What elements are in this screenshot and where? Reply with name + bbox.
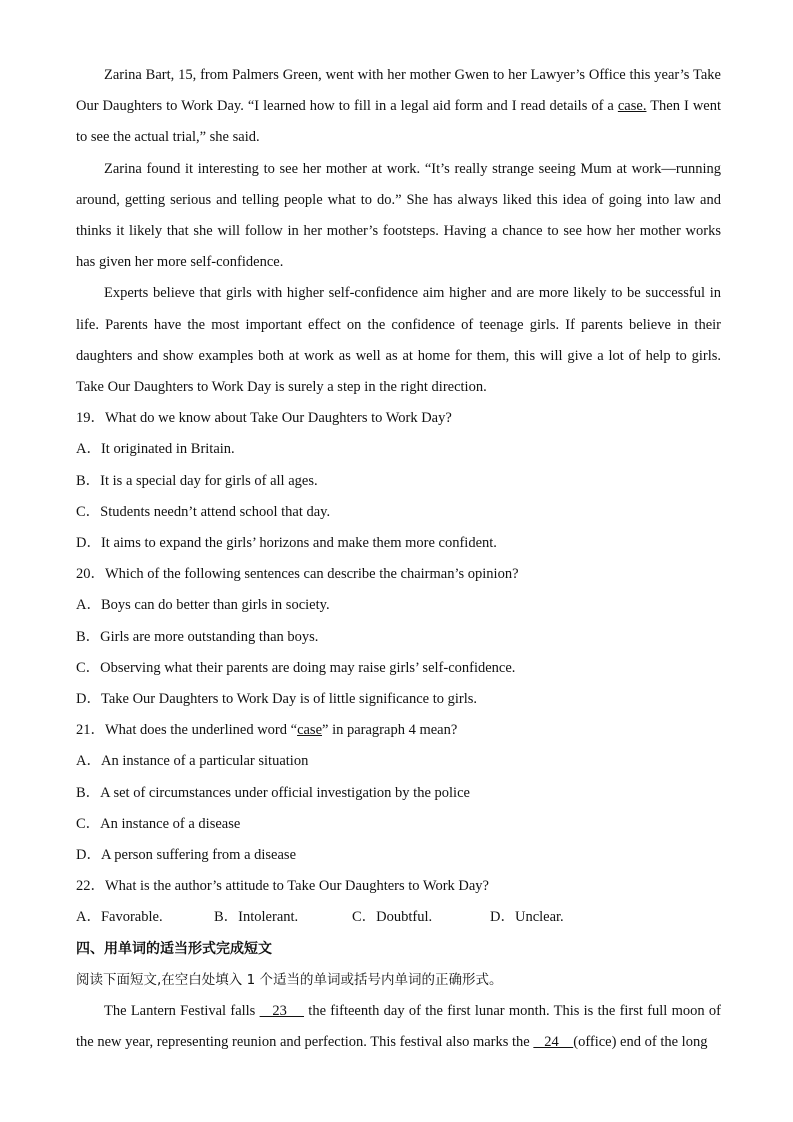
- question-19-option-a: A．It originated in Britain.: [76, 441, 235, 458]
- question-22-option-a: A．Favorable.: [76, 909, 163, 926]
- passage-paragraph-1: [76, 60, 721, 154]
- question-20-stem: 20．Which of the following sentences can describe the chairman’s opinion?: [76, 566, 519, 583]
- passage-paragraph-3: Experts believe that girls with higher self-confidence aim higher and are more likely to be successful in life. Parents have the most important effect on the confidence of teenage girls. If parents believe in their daughters and show examples both at work as well as at home for them, this will give a lot of help to girls. Take Our Daughters to Work Day is surely a step in the right direction.: [76, 285, 721, 396]
- question-20-option-b: B．Girls are more outstanding than boys.: [76, 628, 319, 645]
- text-segment: Then I went to see the actual trial,” she said.: [76, 98, 722, 146]
- passage-paragraph-2: Zarina found it interesting to see her mother at work. “It’s really strange seeing Mum at work—running around, getting serious and telling people what to do.” She has always liked this idea of going into law and thinks it likely that she will follow in her mother’s footsteps. Having a chance to see how her mother works has given her more self-confidence.: [76, 160, 721, 271]
- question-21-stem: [76, 715, 721, 746]
- question-21-option-a: A．An instance of a particular situation: [76, 753, 309, 770]
- question-21-option-c: C．An instance of a disease: [76, 815, 241, 832]
- question-22-option-b: B．Intolerant.: [214, 909, 299, 926]
- text-segment: The Lantern Festival falls: [104, 1002, 260, 1019]
- question-20-option-a: A．Boys can do better than girls in society.: [76, 597, 330, 614]
- section-4-title: 四、用单词的适当形式完成短文: [76, 940, 272, 957]
- question-19-option-d: D．It aims to expand the girls’ horizons and make them more confident.: [76, 535, 497, 552]
- text-segment: the fifteenth day of the first lunar month. This is the first full moon of the new year, representing reunion and perfection. This festival also marks the: [76, 1002, 721, 1050]
- underlined-word-case: case: [297, 722, 323, 739]
- question-22-option-c: C．Doubtful.: [352, 909, 433, 926]
- question-19-stem: 19．What do we know about Take Our Daughters to Work Day?: [76, 410, 452, 427]
- blank-24: 24: [533, 1033, 574, 1050]
- text-segment: 21．What does the underlined word “: [76, 722, 298, 739]
- question-20-option-c: C．Observing what their parents are doing may raise girls’ self-confidence.: [76, 659, 516, 676]
- question-19-option-b: B．It is a special day for girls of all ages.: [76, 472, 318, 489]
- section-4-passage: [76, 996, 721, 1058]
- section-4-instruction: 阅读下面短文,在空白处填入 1 个适当的单词或括号内单词的正确形式。: [76, 971, 503, 988]
- question-22-option-d: D．Unclear.: [490, 909, 564, 926]
- question-19-option-c: C．Students needn’t attend school that day.: [76, 503, 331, 520]
- text-segment: (office) end of the long: [573, 1033, 708, 1050]
- question-22-options: [76, 902, 721, 933]
- question-21-option-b: B．A set of circumstances under official investigation by the police: [76, 784, 470, 801]
- text-segment: ” in paragraph 4 mean?: [322, 722, 458, 739]
- underlined-word-case: case.: [617, 98, 647, 115]
- question-20-option-d: D．Take Our Daughters to Work Day is of little significance to girls.: [76, 691, 478, 708]
- document-content: [76, 60, 721, 1058]
- question-22-stem: 22．What is the author’s attitude to Take Our Daughters to Work Day?: [76, 878, 489, 895]
- question-21-option-d: D．A person suffering from a disease: [76, 847, 296, 864]
- blank-23: 23: [259, 1002, 305, 1019]
- text-segment: Zarina Bart, 15, from Palmers Green, went with her mother Gwen to her Lawyer’s Office this year’s Take Our Daughters to Work Day. “I learned how to fill in a legal aid form and I read details of a: [76, 67, 721, 115]
